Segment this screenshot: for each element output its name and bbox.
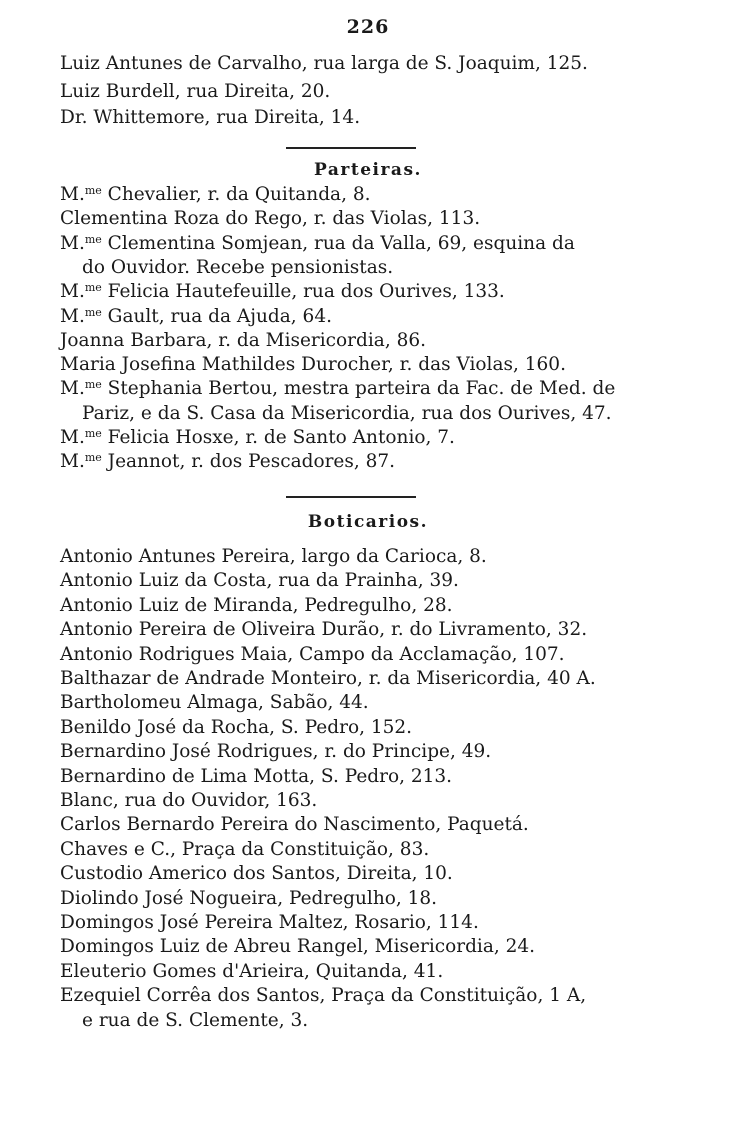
boticario-entry — [60, 618, 676, 642]
entry-text: Ezequiel Corrêa dos Santos, Praça da Constituição, 1 A, — [60, 985, 587, 1007]
section-divider — [286, 147, 416, 149]
parteiras-heading: Parteiras. — [314, 160, 422, 180]
entry-text: Antonio Luiz de Miranda, Pedregulho, 28. — [60, 594, 453, 616]
entry-text: Balthazar de Andrade Monteiro, r. da Misericordia, 40 A. — [60, 668, 596, 689]
honorific-superscript: me — [84, 305, 102, 319]
honorific-superscript: me — [84, 281, 102, 295]
entry-text: Antonio Pereira de Oliveira Durão, r. do Livramento, 32. — [60, 619, 588, 641]
entry-text: Dr. Whittemore, rua Direita, 14. — [60, 107, 361, 128]
honorific-superscript: me — [84, 378, 102, 392]
section-divider — [286, 496, 416, 498]
honorific: M.$^{me}$ — [60, 184, 102, 205]
parteira-entry — [82, 402, 676, 426]
boticario-entry — [60, 911, 676, 935]
entry-text: Blanc, rua do Ouvidor, 163. — [60, 790, 318, 811]
entry-text: Pariz, e da S. Casa da Misericordia, rua dos Ourives, 47. — [82, 402, 612, 424]
boticario-entry — [60, 838, 676, 862]
boticarios-heading: Boticarios. — [307, 512, 429, 532]
boticario-entry — [60, 643, 676, 667]
top-entry — [60, 52, 676, 76]
boticario-entry — [60, 691, 676, 715]
entry-text: Chaves e C., Praça da Constituição, 83. — [60, 838, 430, 860]
parteira-entry — [60, 377, 676, 401]
boticario-entry — [60, 862, 676, 886]
honorific: M.$^{me}$ — [60, 427, 102, 448]
entry-text: Jeannot, r. dos Pescadores, 87. — [101, 451, 396, 473]
honorific-superscript: me — [84, 232, 102, 246]
entry-text: Maria Josefina Mathildes Durocher, r. das Violas, 160. — [60, 354, 566, 376]
entry-text: Stephania Bertou, mestra parteira da Fac. de Med. de — [101, 378, 616, 400]
page-number: 226 — [346, 16, 390, 38]
entry-text: Chevalier, r. da Quitanda, 8. — [101, 184, 371, 205]
entry-text: Domingos José Pereira Maltez, Rosario, 114. — [60, 912, 479, 933]
honorific: M.$^{me}$ — [60, 232, 102, 254]
boticario-entry — [60, 984, 676, 1008]
boticario-entry — [60, 569, 676, 593]
top-entry — [60, 106, 676, 130]
parteira-entry — [60, 183, 676, 207]
entry-text: Antonio Rodrigues Maia, Campo da Acclamação, 107. — [60, 643, 565, 665]
honorific: M.$^{me}$ — [60, 281, 102, 303]
parteira-entry — [82, 256, 676, 280]
top-entry — [60, 80, 676, 104]
parteira-entry — [60, 232, 676, 256]
honorific: M.$^{me}$ — [60, 305, 102, 327]
honorific: M.$^{me}$ — [60, 378, 102, 400]
parteira-entry — [60, 450, 676, 474]
honorific-superscript: me — [84, 184, 102, 197]
entry-text: Domingos Luiz de Abreu Rangel, Misericordia, 24. — [60, 936, 536, 958]
entry-text: Bernardino José Rodrigues, r. do Principe, 49. — [60, 741, 492, 763]
parteira-entry — [60, 329, 676, 353]
entry-text: Clementina Roza do Rego, r. das Violas, 113. — [60, 208, 481, 230]
boticario-entry — [60, 813, 676, 837]
boticario-entry — [60, 716, 676, 740]
entry-text: Antonio Antunes Pereira, largo da Carioca, 8. — [60, 546, 487, 567]
entry-text: Gault, rua da Ajuda, 64. — [101, 305, 332, 327]
parteira-entry — [60, 280, 676, 304]
boticario-entry — [60, 765, 676, 789]
parteira-entry — [60, 426, 676, 450]
entry-text: Bartholomeu Almaga, Sabão, 44. — [60, 692, 369, 714]
entry-text: Bernardino de Lima Motta, S. Pedro, 213. — [60, 765, 453, 787]
entry-text: Eleuterio Gomes d'Arieira, Quitanda, 41. — [60, 960, 444, 982]
entry-text: Luiz Burdell, rua Direita, 20. — [60, 81, 331, 102]
boticario-entry — [82, 1009, 676, 1033]
honorific: M.$^{me}$ — [60, 451, 102, 473]
boticario-entry — [60, 887, 676, 911]
honorific-superscript: me — [84, 451, 102, 465]
entry-text: Antonio Luiz da Costa, rua da Prainha, 39. — [60, 570, 459, 592]
entry-text: Benildo José da Rocha, S. Pedro, 152. — [60, 716, 413, 738]
entry-text: Clementina Somjean, rua da Valla, 69, esquina da — [101, 232, 575, 254]
entry-text: Felicia Hautefeuille, rua dos Ourives, 133. — [101, 281, 505, 303]
entry-text: Luiz Antunes de Carvalho, rua larga de S. Joaquim, 125. — [60, 53, 588, 74]
boticario-entry — [60, 740, 676, 764]
boticario-entry — [60, 935, 676, 959]
entry-text: Joanna Barbara, r. da Misericordia, 86. — [60, 329, 426, 351]
entry-text: Felicia Hosxe, r. de Santo Antonio, 7. — [101, 427, 455, 448]
entry-text: Carlos Bernardo Pereira do Nascimento, Paquetá. — [60, 814, 529, 836]
honorific-superscript: me — [84, 427, 102, 440]
entry-text: e rua de S. Clemente, 3. — [82, 1009, 309, 1031]
entry-text: Diolindo José Nogueira, Pedregulho, 18. — [60, 887, 438, 909]
entry-text: Custodio Americo dos Santos, Direita, 10. — [60, 863, 453, 885]
boticario-entry — [60, 960, 676, 984]
parteira-entry — [60, 207, 676, 231]
boticario-entry — [60, 789, 676, 813]
entry-text: do Ouvidor. Recebe pensionistas. — [82, 256, 394, 278]
boticario-entry — [60, 594, 676, 618]
parteira-entry — [60, 353, 676, 377]
boticario-entry — [60, 667, 676, 691]
parteira-entry — [60, 305, 676, 329]
boticario-entry — [60, 545, 676, 569]
